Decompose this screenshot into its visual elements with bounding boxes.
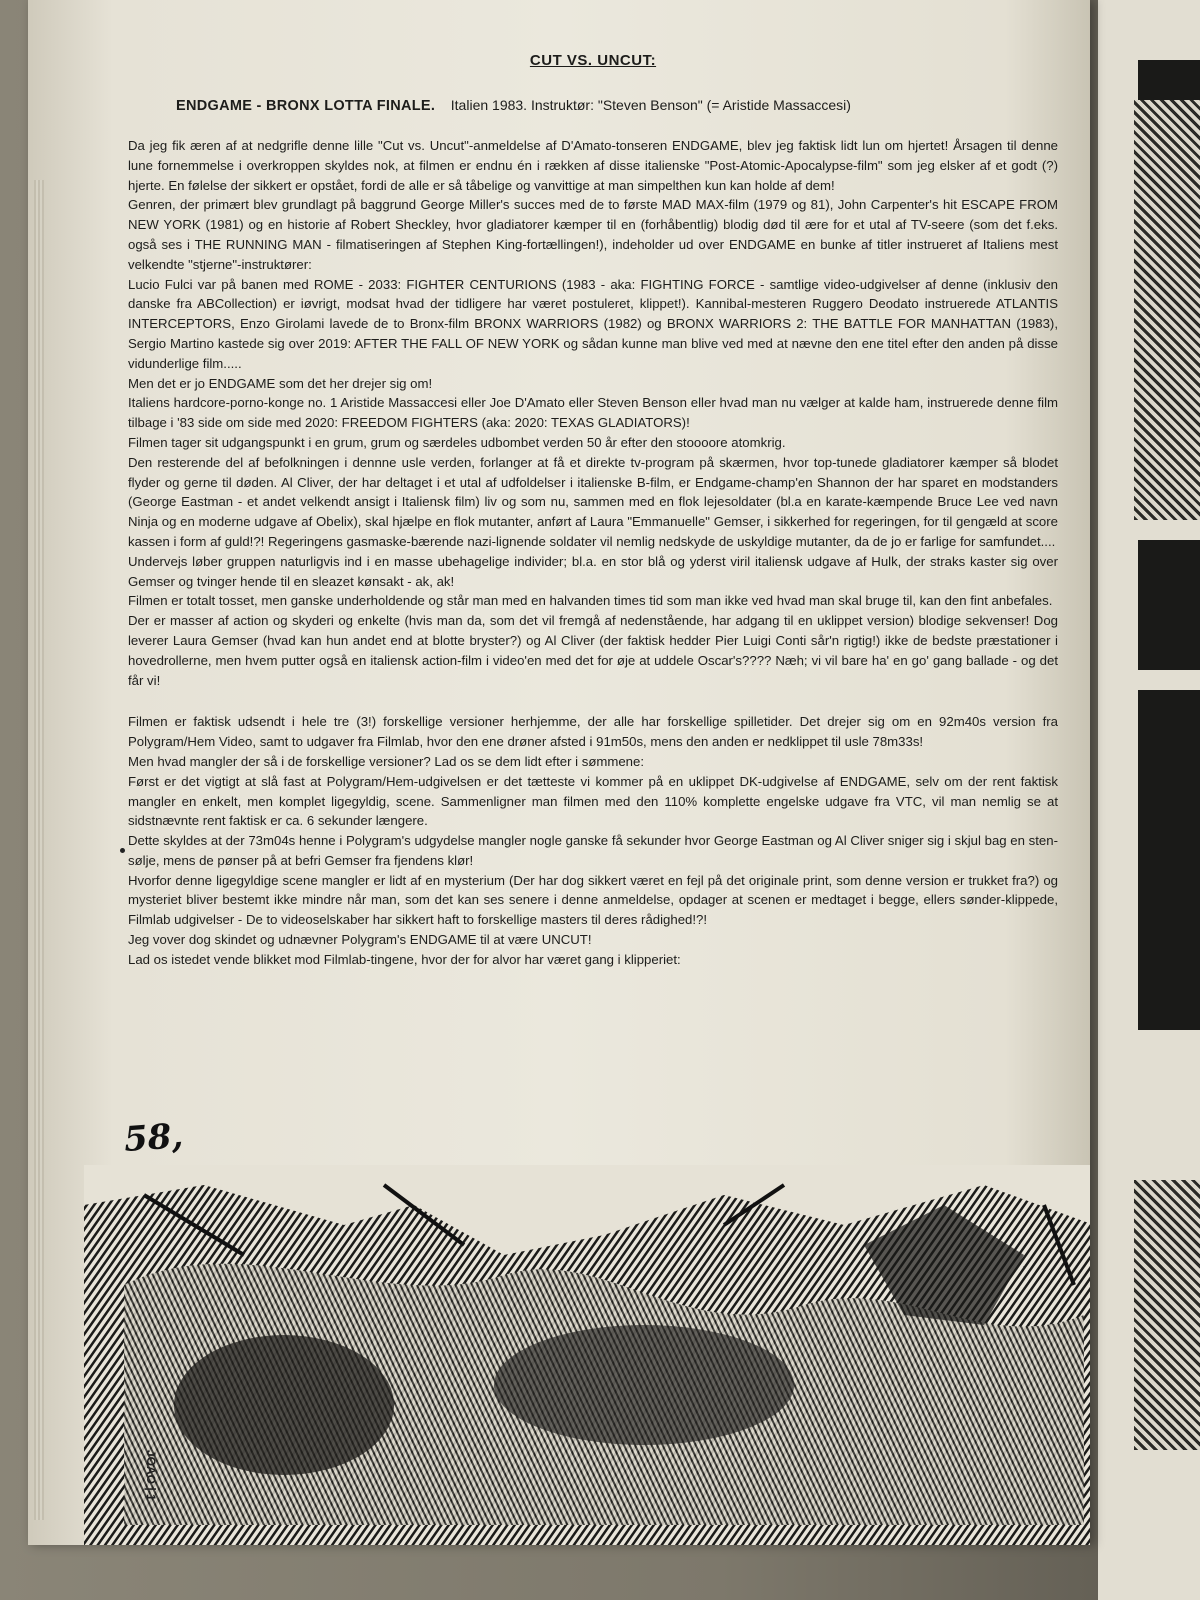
film-header [176, 97, 1058, 114]
paragraph: Jeg vover dog skindet og udnævner Polygram's ENDGAME til at være UNCUT! [128, 932, 592, 948]
side-caption: JOAO | 1 [144, 1450, 158, 1501]
article [128, 52, 1058, 970]
paragraph: Lad os istedet vende blikket mod Filmlab-tingene, hvor der for alvor har været gang i klipperiet: [128, 951, 681, 967]
article-body [128, 136, 1058, 970]
artwork-vehicle [174, 1335, 394, 1475]
facing-page-image-block [1138, 540, 1200, 670]
facing-page [1098, 0, 1200, 1600]
handwritten-page-number: 58, [122, 1115, 185, 1161]
paragraph: Dette skyldes at der 73m04s henne i Polygram's udgydelse mangler nogle ganske få sekunder hvor George Eastman og Al Cliver sniger sig i skjul bag en sten-sølje, mens de pønser på at befri Gemser fra fjendens klør! [128, 833, 1058, 868]
facing-page-image-block [1138, 690, 1200, 1030]
paragraph: Hvorfor denne ligegyldige scene mangler er lidt af en mysterium (Der har dog sikkert været en fejl på det originale print, som denne version er trukket fra?) og mysteriet bliver bestemt ikke mindre når man, som det kan ses senere i denne anmeldelse, opdager at scenen er medtaget i begge, ellers sønder-klippede, Filmlab udgivelser - De to videoselskaber har sikkert haft to forskellige masters til deres rådighed!?! [128, 872, 1058, 928]
paragraph: Italiens hardcore-porno-konge no. 1 Aristide Massaccesi eller Joe D'Amato eller Steven Benson eller hvad man nu vælger at kalde ham, instruerede denne film tilbage i '83 side om side med 2020: FREEDOM FIGHTERS (aka: 2020: TEXAS GLADIATORS)! [128, 395, 1058, 431]
film-meta: Italien 1983. Instruktør: "Steven Benson" (= Aristide Massaccesi) [450, 97, 851, 113]
magazine-page [28, 0, 1090, 1545]
illustration-artwork [84, 1165, 1090, 1545]
paragraph: Genren, der primært blev grundlagt på baggrund George Miller's succes med de to første MAD MAX-film (1979 og 81), John Carpenter's hit ESCAPE FROM NEW YORK (1981) og en historie af Robert Sheckley, hvor gladiatorer kæmper til en (forhåbentlig) blodig død til ære for et utal af TV-seere (som det f.eks. også ses i THE RUNNING MAN - filmatiseringen af Stephen King-fortællingen!), indeholder ud over ENDGAME en bunke af titler instrueret af Italiens mest velkendte "stjerne"-instruktører: [128, 197, 1058, 272]
paragraph: Der er masser af action og skyderi og enkelte (hvis man da, som det vil fremgå af nedenstående, har adgang til en uklippet version) blodige sekvenser! Dog leverer Laura Gemser (hvad kan hun andet end at blotte bryster?) og Al Cliver (der faktisk hedder Pier Luigi Conti sår'n rigtig!) ikke de bedste præstationer i hovedrollerne, men hvem putter også en italiensk action-film i video'en med det for øje at uddele Oscar's???? Næh; vi vil bare ha' en go' gang ballade - og det får vi! [128, 613, 1058, 688]
paragraph: Lucio Fulci var på banen med ROME - 2033: FIGHTER CENTURIONS (1983 - aka: FIGHTING FORCE - samtlige video-udgivelser af denne (inklusiv den danske fra ABCollection) er iøvrigt, modsat hvad der tidligere har været postuleret, klippet!). Kannibal-mesteren Ruggero Deodato instruerede ATLANTIS INTERCEPTORS, Enzo Girolami lavede de to Bronx-film BRONX WARRIORS (1982) og BRONX WARRIORS 2: THE BATTLE FOR MANHATTAN (1983), Sergio Martino kastede sig over 2019: AFTER THE FALL OF NEW YORK og sådan kunne man blive ved med at nævne den ene titel efter den anden på disse vidunderlige film..... [128, 276, 1058, 371]
ink-dot [120, 848, 125, 853]
paragraph-spacer [128, 690, 1058, 712]
paragraph: Filmen er totalt tosset, men ganske underholdende og står man med en halvanden times tid som man ikke ved hvad man skal bruge til, kan den fint anbefales. [128, 593, 1053, 609]
paragraph: Undervejs løber gruppen naturligvis ind i en masse ubehagelige individer; bl.a. en stor blå og yderst viril italiensk udgave af Hulk, der straks kaster sig over Gemser og tvinger hende til en sleazet kønsakt - ak, ak! [128, 553, 1058, 589]
paragraph: Den resterende del af befolkningen i dennne usle verden, forlanger at få et direkte tv-program på skærmen, hvor top-tunede gladiatorer kæmper så blodet flyder og gerne til døden. Al Cliver, der har deltaget i et utal af udfoldelser i italienske B-film, er Endgame-champ'en Shannon der har sparet en modstanders (George Eastman - et andet velkendt ansigt i Italiensk film) liv og som nu, sammen med en flok lejesoldater (bl.a en karate-kæmpende Bruce Lee ved navn Ninja og en moderne udgave af Obelix), skal hjælpe en flok mutanter, anført af Laura "Emmanuelle" Gemser, i sikkerhed for regeringen, for til gengæld at score kassen i form af guld!?! Regeringens gasmaske-bærende nazi-lignende soldater vil nemlig nedskyde de uskyldige mutanter, da de jo er farlige for samfundet.... [128, 454, 1058, 549]
page-title: CUT VS. UNCUT: [529, 52, 657, 69]
page-stack-edge [34, 180, 44, 1520]
facing-page-photo [1134, 100, 1200, 520]
paragraph: Filmen er faktisk udsendt i hele tre (3!) forskellige versioner herhjemme, der alle har forskellige spilletider. Det drejer sig om en 92m40s version fra Polygram/Hem Video, samt to udgaver fra Filmlab, hvor den ene drøner afsted i 91m50s, mens den anden er nedklippet til usle 78m33s! [128, 714, 1058, 750]
paragraph: Først er det vigtigt at slå fast at Polygram/Hem-udgivelsen er det tætteste vi kommer på en uklippet DK-udgivelse af ENDGAME, selv om der rent faktisk mangler en enkelt, men komplet ligegyldig, scene. Sammenligner man filmen med den 110% komplette engelske udgave fra VTC, vil man nemlig se at sidstnævnte rent faktisk er ca. 6 sekunder længere. [128, 773, 1058, 829]
paragraph: Da jeg fik æren af at nedgrifle denne lille "Cut vs. Uncut"-anmeldelse af D'Amato-tonseren ENDGAME, blev jeg faktisk lidt lun om hjertet! Årsagen til denne lune fornemmelse i overkroppen skyldes nok, at filmen er endnu én i rækken af disse italienske "Post-Atomic-Apocalypse-film" som jeg elsker af et godt (?) hjerte. En følelse der sikkert er opstået, fordi de alle er så tåbelige og vanvittige at man simpelthen kun kan holde af dem! [128, 138, 1058, 193]
paragraph: Filmen tager sit udgangspunkt i en grum, grum og særdeles udbombet verden 50 år efter den stoooore atomkrig. [128, 434, 786, 450]
facing-page-photo [1134, 1180, 1200, 1450]
facing-page-image-block [1138, 60, 1200, 100]
film-title: ENDGAME - BRONX LOTTA FINALE. [176, 98, 436, 114]
paragraph: Men det er jo ENDGAME som det her drejer sig om! [128, 375, 433, 391]
paragraph: Men hvad mangler der så i de forskellige versioner? Lad os se dem lidt efter i sømmene: [128, 753, 645, 769]
artwork-creature [494, 1325, 794, 1445]
